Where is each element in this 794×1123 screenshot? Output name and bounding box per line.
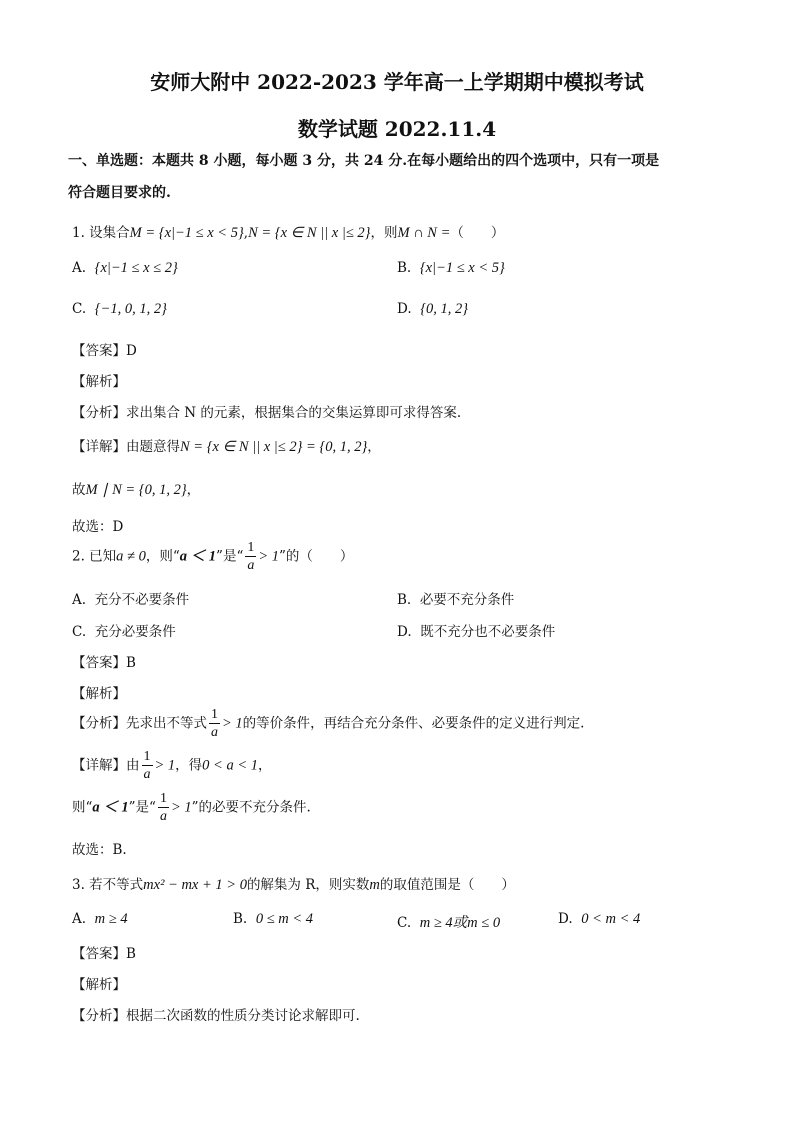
- fenxi-text: 根据二次函数的性质分类讨论求解即可.: [126, 1008, 360, 1024]
- option-letter: A.: [72, 911, 87, 927]
- q2-stem: [72, 541, 353, 573]
- q1-analysis-label: 【解析】: [72, 374, 126, 390]
- q1-option-a: [72, 260, 178, 277]
- q1-option-d: [397, 301, 468, 318]
- fenxi-label: 【分析】: [72, 405, 126, 421]
- answer-label: 【答案】: [72, 655, 126, 671]
- gu-post: ，: [186, 482, 201, 498]
- section-heading-line1: 一、单选题：本题共 8 小题，每小题 3 分，共 24 分.在每小题给出的四个选项中，只有一项是: [68, 153, 660, 169]
- q1-option-c: [72, 301, 167, 318]
- q2-cond: a ≠ 0: [116, 548, 146, 565]
- option-expr: {x|−1 ≤ x ≤ 2}: [94, 260, 178, 276]
- q2-mid2: ”是“: [216, 548, 244, 565]
- q2-analysis-label: 【解析】: [72, 686, 126, 702]
- option-letter: D.: [558, 911, 573, 927]
- q2-xiangjie: [72, 750, 272, 782]
- frac-num: 1: [247, 540, 255, 555]
- option-letter: B.: [397, 260, 412, 276]
- option-expr: {0, 1, 2}: [420, 301, 469, 317]
- q2-option-a: [72, 588, 189, 608]
- concl-mid: ”是“: [128, 799, 156, 816]
- q2-mid1: ，则“: [145, 548, 180, 565]
- xiangjie-post: ，: [258, 757, 272, 774]
- q2-fenxi: [72, 708, 584, 740]
- q2-gt1: > 1: [258, 548, 280, 565]
- q3-analysis-label: 【解析】: [72, 977, 126, 993]
- page-title: 安师大附中 2022-2023 学年高一上学期期中模拟考试: [150, 70, 644, 94]
- answer-label: 【答案】: [72, 946, 126, 962]
- concl-post: ”的必要不充分条件.: [191, 799, 311, 816]
- option-letter: A.: [72, 592, 87, 608]
- xiangjie-pre: 由: [126, 757, 140, 774]
- q3-answer: [72, 942, 136, 962]
- frac-num: 1: [211, 707, 218, 722]
- option-letter: C.: [72, 624, 87, 640]
- q2-fraction: [245, 541, 256, 573]
- answer-value: B: [126, 655, 136, 671]
- option-letter: B.: [397, 592, 412, 608]
- q3-option-b: [233, 911, 313, 928]
- option-text: 充分不必要条件: [94, 592, 190, 608]
- option-text: 既不充分也不必要条件: [420, 624, 556, 640]
- q2-option-b: [397, 588, 514, 608]
- concl-a-lt: a ＜ 1: [92, 799, 129, 816]
- option-expr: m ≥ 4或m ≤ 0: [419, 915, 501, 931]
- fenxi-pre: 先求出不等式: [126, 715, 207, 732]
- xiangjie-expr: N = {x ∈ N || x |≤ 2} = {0, 1, 2}: [180, 439, 368, 455]
- q3-option-a: [72, 911, 128, 928]
- xiangjie-label: 【详解】: [72, 757, 126, 774]
- answer-label: 【答案】: [72, 343, 126, 359]
- option-letter: D.: [397, 301, 412, 317]
- concl-fraction: [158, 792, 169, 824]
- fenxi-text: 求出集合 N 的元素，根据集合的交集运算即可求得答案.: [126, 405, 462, 421]
- q3-prefix: 3. 若不等式: [72, 877, 144, 893]
- q1-stem: [72, 221, 504, 242]
- option-letter: B.: [233, 911, 248, 927]
- q1-option-b: [397, 260, 505, 277]
- xiangjie-mid: ，得: [175, 757, 203, 774]
- option-expr: {x|−1 ≤ x < 5}: [419, 260, 505, 276]
- option-letter: A.: [72, 260, 87, 276]
- q1-ask-expr: M ∩ N =: [397, 225, 451, 241]
- answer-value: D: [126, 343, 137, 359]
- q1-gu: [72, 478, 200, 499]
- q1-prefix: 1. 设集合: [72, 225, 130, 241]
- q1-set-n: N = {x ∈ N || x |≤ 2}: [248, 225, 371, 241]
- fenxi-label: 【分析】: [72, 715, 126, 732]
- option-expr: {−1, 0, 1, 2}: [94, 301, 167, 317]
- q1-choose: 故选：D: [72, 519, 124, 535]
- frac-den: a: [211, 725, 218, 740]
- fenxi-gt1: > 1: [222, 715, 243, 732]
- option-expr: 0 < m < 4: [581, 911, 641, 927]
- frac-num: 1: [159, 791, 167, 806]
- q3-option-c: [397, 911, 500, 932]
- frac-num: 1: [143, 749, 151, 764]
- option-expr: 0 ≤ m < 4: [255, 911, 314, 927]
- xiangjie-fraction: [142, 750, 153, 782]
- q3-var: m: [369, 877, 380, 893]
- q3-mid: 的解集为 R，则实数: [246, 877, 370, 893]
- q2-option-d: [397, 620, 555, 640]
- q3-stem: [72, 873, 515, 894]
- concl-pre: 则“: [72, 799, 93, 816]
- answer-value: B: [126, 946, 136, 962]
- xiangjie-gt1: > 1: [154, 757, 176, 774]
- option-letter: C.: [72, 301, 87, 317]
- q2-choose: 故选：B.: [72, 842, 127, 858]
- section-heading-line2: 符合题目要求的.: [68, 185, 171, 201]
- q1-ask-pre: ，则: [370, 225, 398, 241]
- q3-fenxi: [72, 1004, 360, 1024]
- page-subtitle: 数学试题 2022.11.4: [297, 117, 497, 141]
- q2-answer: [72, 651, 136, 671]
- q2-a-lt: a ＜ 1: [179, 548, 217, 565]
- frac-den: a: [247, 558, 255, 573]
- frac-den: a: [159, 809, 167, 824]
- q2-conclusion: [72, 792, 311, 824]
- gu-pre: 故: [72, 482, 86, 498]
- q1-set-m: M = {x|−1 ≤ x < 5}: [129, 225, 244, 241]
- q3-option-d: [558, 911, 640, 928]
- xiangjie-post: ，: [367, 439, 381, 455]
- option-expr: m ≥ 4: [94, 911, 128, 927]
- gu-expr: M ∣ N = {0, 1, 2}: [85, 482, 187, 498]
- q2-option-c: [72, 620, 176, 640]
- fenxi-fraction: [209, 708, 220, 740]
- xiangjie-label: 【详解】: [72, 439, 126, 455]
- frac-den: a: [143, 767, 151, 782]
- xiangjie-range: 0 < a < 1: [202, 757, 258, 774]
- fenxi-post: 的等价条件，再结合充分条件、必要条件的定义进行判定.: [242, 715, 585, 732]
- q3-ineq: mx² − mx + 1 > 0: [143, 877, 247, 893]
- option-text: 充分必要条件: [94, 624, 176, 640]
- q2-suffix: ”的（ ）: [279, 548, 354, 565]
- q1-sep: ,: [243, 225, 249, 241]
- q1-fenxi: [72, 401, 461, 421]
- fenxi-label: 【分析】: [72, 1008, 126, 1024]
- q1-paren: （ ）: [450, 225, 505, 241]
- q3-suffix: 的取值范围是（ ）: [379, 877, 515, 893]
- q2-prefix: 2. 已知: [72, 548, 117, 565]
- q1-answer: [72, 339, 137, 359]
- q1-xiangjie: [72, 435, 381, 456]
- option-letter: C.: [397, 915, 412, 931]
- option-text: 必要不充分条件: [419, 592, 515, 608]
- concl-gt1: > 1: [170, 799, 192, 816]
- xiangjie-pre: 由题意得: [126, 439, 180, 455]
- option-letter: D.: [397, 624, 412, 640]
